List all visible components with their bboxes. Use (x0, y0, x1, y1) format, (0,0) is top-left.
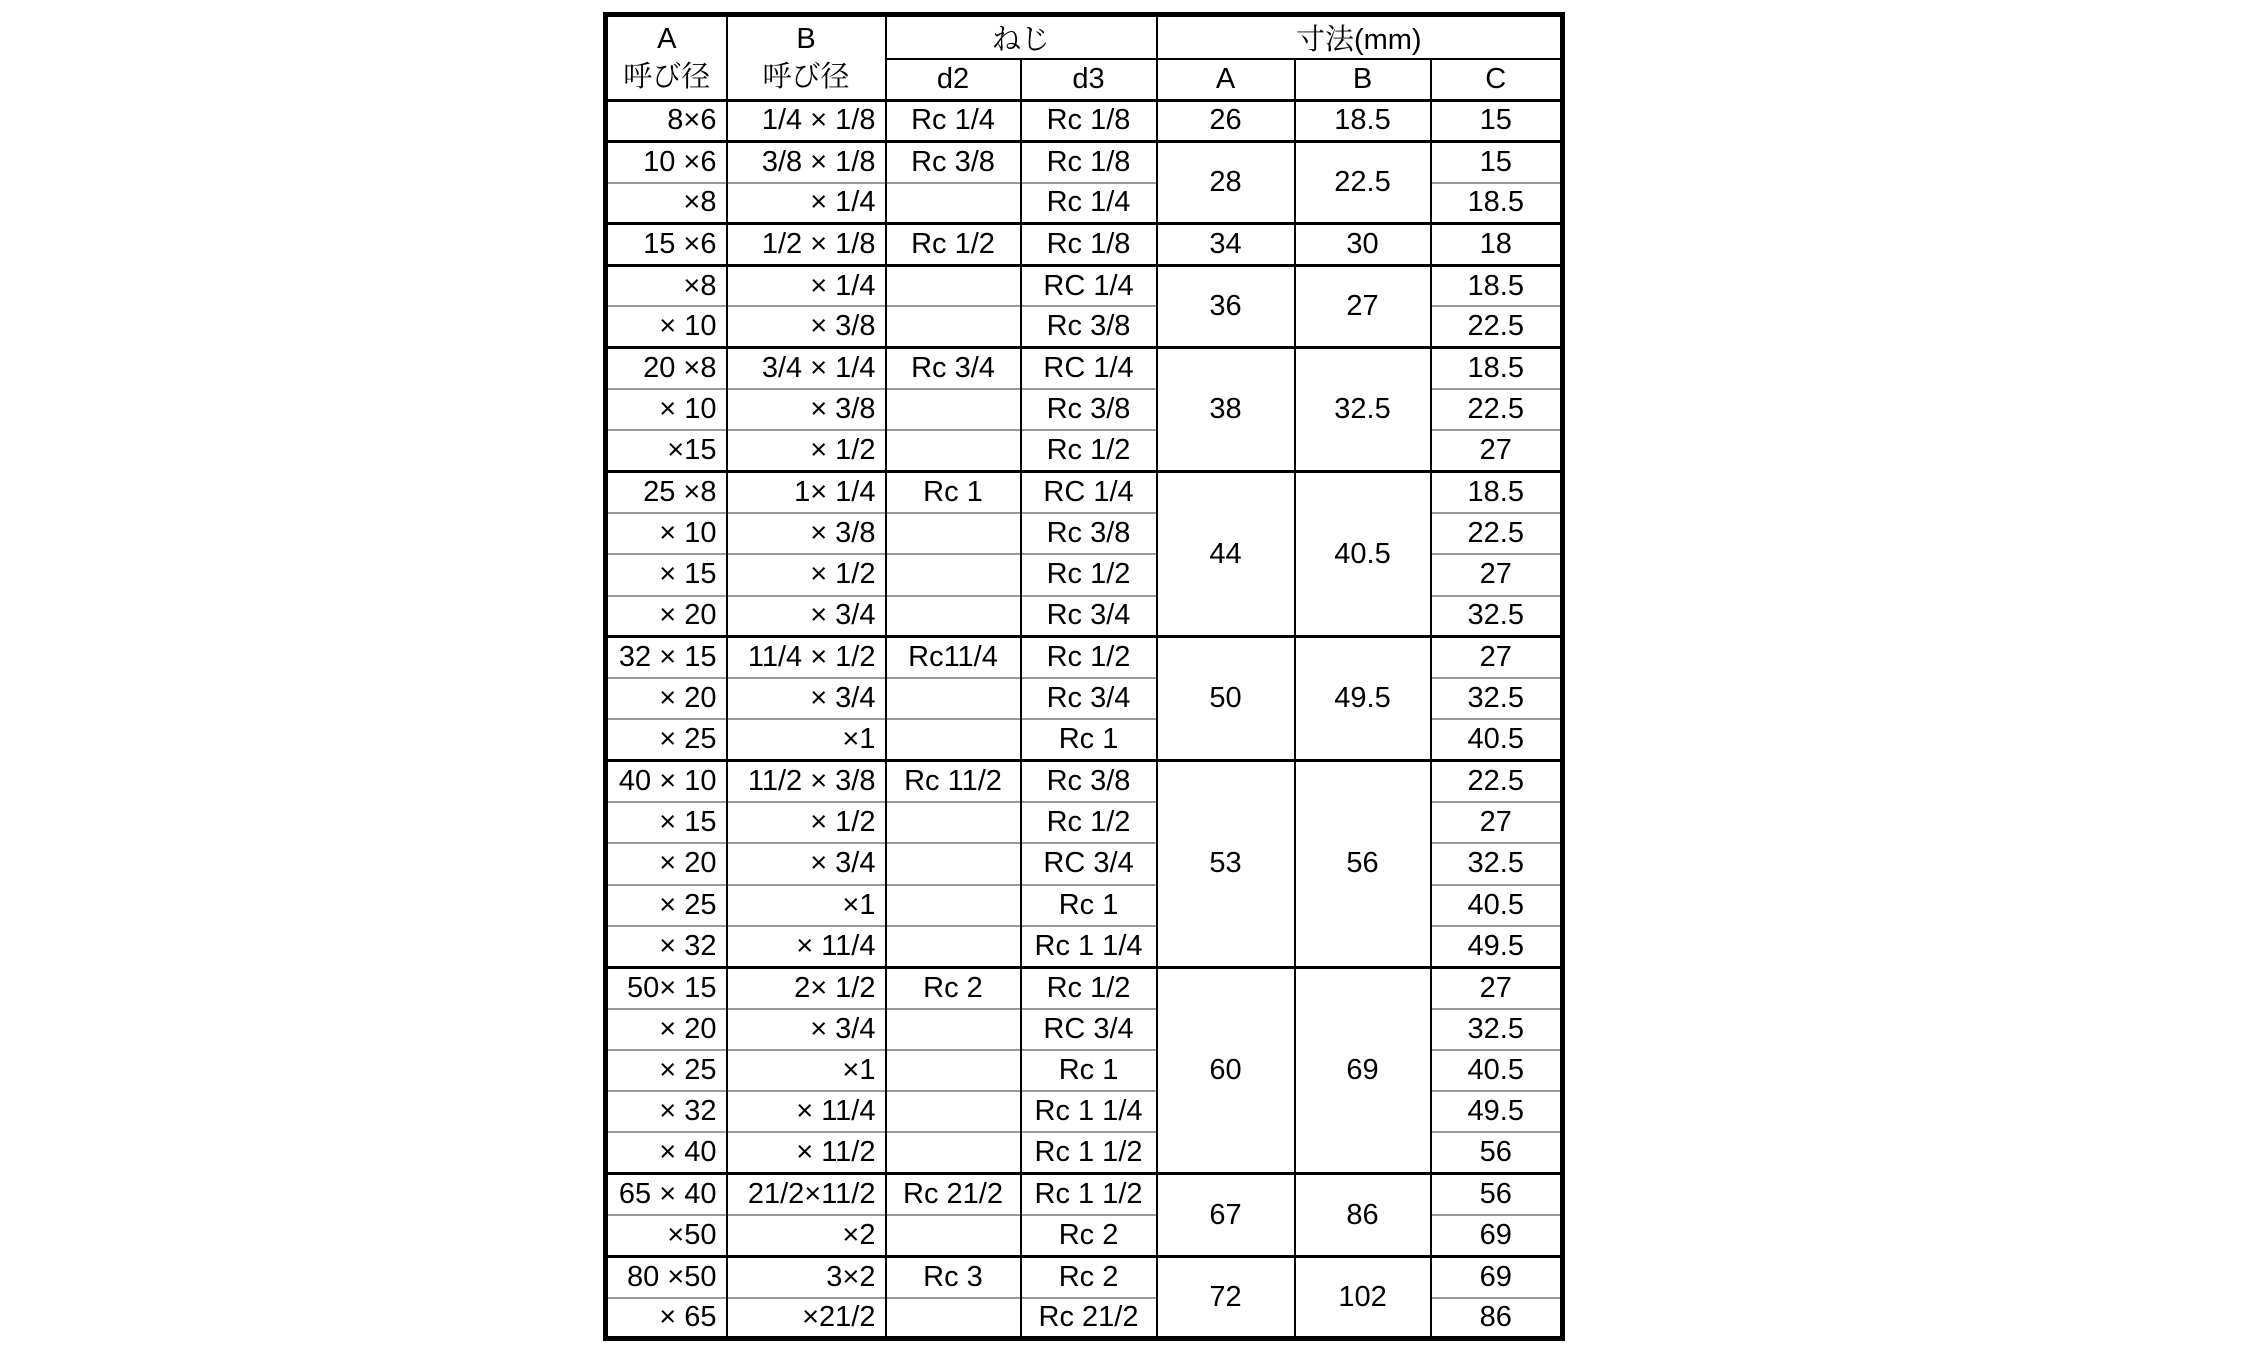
cell-dim-c: 27 (1431, 637, 1563, 678)
cell-b-nominal: 21/2×11/2 (727, 1174, 886, 1215)
cell-b-nominal: 1× 1/4 (727, 472, 886, 513)
cell-d3: Rc 1 (1021, 719, 1157, 760)
cell-d2 (886, 265, 1021, 306)
cell-dim-a: 34 (1157, 224, 1295, 265)
cell-dim-a: 44 (1157, 472, 1295, 637)
cell-b-nominal: 3/8 × 1/8 (727, 141, 886, 182)
cell-a-nominal: 15 ×6 (606, 224, 727, 265)
cell-dim-b: 102 (1295, 1256, 1431, 1339)
cell-dim-b: 30 (1295, 224, 1431, 265)
cell-b-nominal: ×1 (727, 885, 886, 926)
header-thread-group: ねじ (886, 15, 1157, 60)
cell-b-nominal: × 11/4 (727, 926, 886, 967)
cell-d3: Rc 3/8 (1021, 761, 1157, 802)
header-a-nominal-label: 呼び径 (623, 60, 711, 93)
cell-a-nominal: × 32 (606, 1091, 727, 1132)
cell-b-nominal: × 3/8 (727, 306, 886, 347)
header-dim-a: A (1157, 59, 1295, 100)
cell-d3: Rc 1/8 (1021, 100, 1157, 141)
cell-d2 (886, 1132, 1021, 1173)
cell-d3: Rc 3/8 (1021, 306, 1157, 347)
cell-dim-c: 18.5 (1431, 472, 1563, 513)
table-row (606, 472, 1563, 513)
cell-a-nominal: × 25 (606, 719, 727, 760)
cell-d3: Rc 2 (1021, 1215, 1157, 1256)
cell-b-nominal: ×1 (727, 719, 886, 760)
cell-dim-a: 36 (1157, 265, 1295, 348)
cell-d2: Rc 3/4 (886, 348, 1021, 389)
cell-dim-c: 27 (1431, 554, 1563, 595)
cell-d3: Rc 2 (1021, 1256, 1157, 1297)
cell-dim-b: 56 (1295, 761, 1431, 967)
cell-dim-c: 22.5 (1431, 389, 1563, 430)
cell-a-nominal: × 25 (606, 1050, 727, 1091)
cell-dim-b: 27 (1295, 265, 1431, 348)
cell-b-nominal: × 3/4 (727, 1009, 886, 1050)
cell-dim-c: 49.5 (1431, 926, 1563, 967)
header-a-nominal-letter: A (657, 22, 677, 55)
cell-b-nominal: × 1/2 (727, 554, 886, 595)
cell-b-nominal: × 3/8 (727, 513, 886, 554)
cell-b-nominal: × 11/4 (727, 1091, 886, 1132)
cell-d2: Rc 1 (886, 472, 1021, 513)
spec-table (603, 12, 1565, 1341)
table-row (606, 761, 1563, 802)
cell-a-nominal: 25 ×8 (606, 472, 727, 513)
cell-a-nominal: × 20 (606, 1009, 727, 1050)
cell-b-nominal: 3×2 (727, 1256, 886, 1297)
cell-dim-c: 69 (1431, 1256, 1563, 1297)
table-row (606, 224, 1563, 265)
spec-table-header (606, 15, 1563, 101)
cell-d2 (886, 554, 1021, 595)
cell-a-nominal: 40 × 10 (606, 761, 727, 802)
cell-a-nominal: × 15 (606, 554, 727, 595)
cell-a-nominal: 65 × 40 (606, 1174, 727, 1215)
cell-d3: RC 1/4 (1021, 348, 1157, 389)
cell-dim-c: 56 (1431, 1174, 1563, 1215)
cell-d2: Rc 1/2 (886, 224, 1021, 265)
cell-d3: Rc 1/2 (1021, 554, 1157, 595)
cell-dim-a: 26 (1157, 100, 1295, 141)
cell-dim-c: 18 (1431, 224, 1563, 265)
cell-d3: Rc 1/2 (1021, 430, 1157, 471)
table-row (606, 141, 1563, 182)
cell-d3: RC 1/4 (1021, 472, 1157, 513)
cell-b-nominal: × 3/4 (727, 678, 886, 719)
cell-d2: Rc 3/8 (886, 141, 1021, 182)
header-b-nominal (727, 15, 886, 101)
cell-b-nominal: 11/2 × 3/8 (727, 761, 886, 802)
cell-d2 (886, 596, 1021, 637)
cell-a-nominal: × 32 (606, 926, 727, 967)
cell-dim-c: 18.5 (1431, 183, 1563, 224)
cell-d2 (886, 1091, 1021, 1132)
cell-dim-b: 40.5 (1295, 472, 1431, 637)
cell-d2 (886, 513, 1021, 554)
cell-dim-c: 18.5 (1431, 348, 1563, 389)
header-dim-b: B (1295, 59, 1431, 100)
cell-b-nominal: 11/4 × 1/2 (727, 637, 886, 678)
cell-d2: Rc 3 (886, 1256, 1021, 1297)
cell-d2: Rc11/4 (886, 637, 1021, 678)
spec-table-body (606, 100, 1563, 1339)
cell-dim-b: 22.5 (1295, 141, 1431, 224)
cell-d2 (886, 1298, 1021, 1339)
cell-a-nominal: × 15 (606, 802, 727, 843)
cell-d3: Rc 3/8 (1021, 513, 1157, 554)
cell-d3: Rc 1 1/4 (1021, 926, 1157, 967)
cell-dim-c: 27 (1431, 967, 1563, 1008)
table-row (606, 1174, 1563, 1215)
spec-table-container (603, 12, 1565, 1341)
cell-d3: Rc 1/8 (1021, 224, 1157, 265)
cell-d2 (886, 306, 1021, 347)
cell-dim-c: 56 (1431, 1132, 1563, 1173)
cell-d3: Rc 1 1/4 (1021, 1091, 1157, 1132)
cell-d2: Rc 1/4 (886, 100, 1021, 141)
cell-a-nominal: 80 ×50 (606, 1256, 727, 1297)
cell-d3: Rc 1/2 (1021, 637, 1157, 678)
cell-b-nominal: 1/4 × 1/8 (727, 100, 886, 141)
cell-d3: Rc 3/4 (1021, 678, 1157, 719)
cell-d3: RC 1/4 (1021, 265, 1157, 306)
cell-dim-c: 86 (1431, 1298, 1563, 1339)
header-row-1 (606, 15, 1563, 60)
cell-dim-c: 22.5 (1431, 306, 1563, 347)
cell-d2: Rc 2 (886, 967, 1021, 1008)
cell-b-nominal: × 1/2 (727, 802, 886, 843)
cell-d3: Rc 1 (1021, 1050, 1157, 1091)
cell-d3: Rc 1 1/2 (1021, 1174, 1157, 1215)
cell-b-nominal: 1/2 × 1/8 (727, 224, 886, 265)
cell-b-nominal: × 3/8 (727, 389, 886, 430)
cell-dim-c: 49.5 (1431, 1091, 1563, 1132)
cell-d2 (886, 1050, 1021, 1091)
cell-dim-b: 86 (1295, 1174, 1431, 1257)
header-d3: d3 (1021, 59, 1157, 100)
cell-dim-c: 40.5 (1431, 885, 1563, 926)
cell-d3: Rc 21/2 (1021, 1298, 1157, 1339)
table-row (606, 1256, 1563, 1297)
cell-dim-c: 27 (1431, 802, 1563, 843)
header-dim-c: C (1431, 59, 1563, 100)
cell-dim-c: 32.5 (1431, 1009, 1563, 1050)
table-row (606, 348, 1563, 389)
cell-d3: Rc 1/2 (1021, 802, 1157, 843)
cell-a-nominal: 32 × 15 (606, 637, 727, 678)
cell-dim-c: 15 (1431, 100, 1563, 141)
cell-a-nominal: ×8 (606, 265, 727, 306)
cell-a-nominal: 20 ×8 (606, 348, 727, 389)
cell-dim-b: 49.5 (1295, 637, 1431, 761)
cell-dim-b: 69 (1295, 967, 1431, 1173)
cell-a-nominal: × 20 (606, 596, 727, 637)
cell-dim-a: 67 (1157, 1174, 1295, 1257)
cell-d3: Rc 1/8 (1021, 141, 1157, 182)
cell-b-nominal: × 1/4 (727, 265, 886, 306)
cell-b-nominal: 2× 1/2 (727, 967, 886, 1008)
cell-b-nominal: ×1 (727, 1050, 886, 1091)
cell-dim-a: 72 (1157, 1256, 1295, 1339)
cell-d2: Rc 21/2 (886, 1174, 1021, 1215)
cell-a-nominal: × 10 (606, 389, 727, 430)
cell-d2: Rc 11/2 (886, 761, 1021, 802)
cell-a-nominal: ×15 (606, 430, 727, 471)
cell-dim-c: 22.5 (1431, 761, 1563, 802)
header-dimensions-group: 寸法(mm) (1157, 15, 1563, 60)
header-a-nominal (606, 15, 727, 101)
cell-a-nominal: × 25 (606, 885, 727, 926)
cell-dim-c: 32.5 (1431, 843, 1563, 884)
cell-a-nominal: × 10 (606, 306, 727, 347)
cell-d3: Rc 3/4 (1021, 596, 1157, 637)
cell-d3: Rc 1/4 (1021, 183, 1157, 224)
cell-dim-c: 40.5 (1431, 719, 1563, 760)
cell-d2 (886, 678, 1021, 719)
cell-d2 (886, 802, 1021, 843)
cell-dim-c: 22.5 (1431, 513, 1563, 554)
cell-d2 (886, 926, 1021, 967)
cell-b-nominal: × 1/4 (727, 183, 886, 224)
cell-d2 (886, 389, 1021, 430)
header-d2: d2 (886, 59, 1021, 100)
cell-b-nominal: ×21/2 (727, 1298, 886, 1339)
cell-d2 (886, 1009, 1021, 1050)
cell-d2 (886, 1215, 1021, 1256)
cell-a-nominal: × 40 (606, 1132, 727, 1173)
cell-dim-c: 32.5 (1431, 678, 1563, 719)
cell-b-nominal: ×2 (727, 1215, 886, 1256)
cell-dim-c: 69 (1431, 1215, 1563, 1256)
table-row (606, 265, 1563, 306)
cell-a-nominal: × 65 (606, 1298, 727, 1339)
cell-b-nominal: × 3/4 (727, 843, 886, 884)
cell-a-nominal: × 20 (606, 678, 727, 719)
cell-dim-a: 28 (1157, 141, 1295, 224)
cell-d2 (886, 719, 1021, 760)
table-row (606, 100, 1563, 141)
cell-d3: Rc 3/8 (1021, 389, 1157, 430)
cell-dim-c: 27 (1431, 430, 1563, 471)
cell-b-nominal: 3/4 × 1/4 (727, 348, 886, 389)
table-row (606, 967, 1563, 1008)
cell-b-nominal: × 3/4 (727, 596, 886, 637)
cell-a-nominal: 50× 15 (606, 967, 727, 1008)
cell-dim-a: 60 (1157, 967, 1295, 1173)
cell-dim-b: 18.5 (1295, 100, 1431, 141)
cell-b-nominal: × 1/2 (727, 430, 886, 471)
cell-dim-c: 18.5 (1431, 265, 1563, 306)
cell-a-nominal: × 20 (606, 843, 727, 884)
cell-dim-c: 32.5 (1431, 596, 1563, 637)
cell-d2 (886, 885, 1021, 926)
cell-d3: RC 3/4 (1021, 1009, 1157, 1050)
cell-dim-a: 50 (1157, 637, 1295, 761)
cell-b-nominal: × 11/2 (727, 1132, 886, 1173)
cell-a-nominal: 8×6 (606, 100, 727, 141)
cell-d2 (886, 183, 1021, 224)
cell-dim-c: 40.5 (1431, 1050, 1563, 1091)
cell-a-nominal: ×8 (606, 183, 727, 224)
cell-a-nominal: ×50 (606, 1215, 727, 1256)
cell-d3: Rc 1 1/2 (1021, 1132, 1157, 1173)
cell-d3: Rc 1/2 (1021, 967, 1157, 1008)
header-b-nominal-label: 呼び径 (762, 60, 850, 93)
cell-dim-c: 15 (1431, 141, 1563, 182)
cell-a-nominal: 10 ×6 (606, 141, 727, 182)
cell-d2 (886, 430, 1021, 471)
cell-d3: Rc 1 (1021, 885, 1157, 926)
cell-d3: RC 3/4 (1021, 843, 1157, 884)
cell-dim-a: 53 (1157, 761, 1295, 967)
header-b-nominal-letter: B (796, 22, 816, 55)
table-row (606, 637, 1563, 678)
cell-a-nominal: × 10 (606, 513, 727, 554)
cell-dim-a: 38 (1157, 348, 1295, 472)
cell-d2 (886, 843, 1021, 884)
cell-dim-b: 32.5 (1295, 348, 1431, 472)
